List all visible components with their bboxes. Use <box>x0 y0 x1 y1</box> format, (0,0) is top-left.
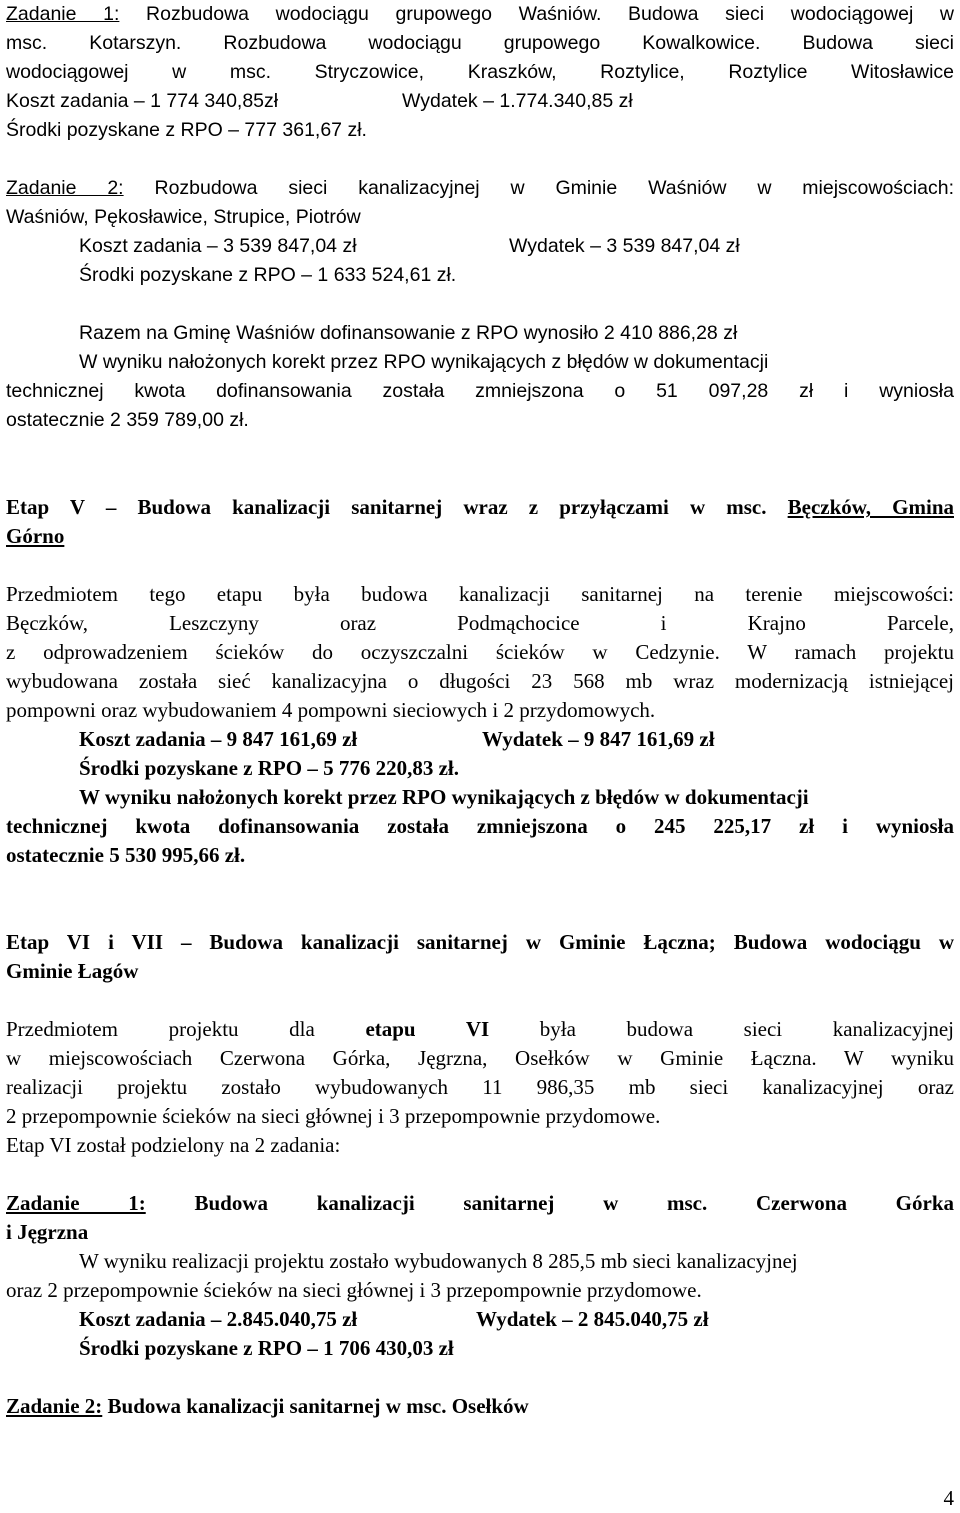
etap6-desc-line4: 2 przepompownie ścieków na sieci głównej i 3 przepompownie przydomowe. <box>6 1104 661 1128</box>
etap5-heading-line1: Etap V – Budowa kanalizacji sanitarnej wraz z przyłączami w msc. Bęczków, Gmina <box>6 495 954 519</box>
etap6-task1-rpo: Środki pozyskane z RPO – 1 706 430,03 zł <box>79 1336 454 1360</box>
etap5-cost-row <box>6 725 954 754</box>
spacer <box>6 1160 954 1189</box>
task1-cost: Koszt zadania – 1 774 340,85zł <box>6 90 279 112</box>
etap6-desc-line3: realizacji projektu zostało wybudowanych 11 986,35 mb sieci kanalizacyjnej oraz <box>6 1075 954 1099</box>
etap6-task1-cost: Koszt zadania – 2.845.040,75 zł <box>79 1307 358 1331</box>
task2-cost-row <box>6 232 954 261</box>
etap6-task1-desc-line1: W wyniku realizacji projektu zostało wybudowanych 8 285,5 mb sieci kanalizacyjnej <box>79 1249 798 1273</box>
spacer <box>6 899 954 928</box>
task1-rpo: Środki pozyskane z RPO – 777 361,67 zł. <box>6 119 367 141</box>
task1-label: Zadanie 1: <box>6 3 120 25</box>
etap5-heading-line2: Górno <box>6 524 65 548</box>
etap5-correction-line2: technicznej kwota dofinansowania została zmniejszona o 245 225,17 zł i wyniosła <box>6 814 954 838</box>
task1-expense: Wydatek – 1.774.340,85 zł <box>402 90 633 112</box>
etap6-task2-line: Zadanie 2: Budowa kanalizacji sanitarnej w msc. Osełków <box>6 1394 529 1418</box>
page-number: 4 <box>943 1486 954 1510</box>
etap6-task1-cost-row <box>6 1305 954 1334</box>
task2-label: Zadanie 2: <box>6 177 124 199</box>
spacer <box>6 290 954 319</box>
etap5-desc-line4: wybudowana została sieć kanalizacyjna o długości 23 568 mb wraz modernizacją istniejącej <box>6 669 954 693</box>
spacer <box>6 986 954 1015</box>
etap5-rpo: Środki pozyskane z RPO – 5 776 220,83 zł. <box>79 756 459 780</box>
spacer <box>6 870 954 899</box>
etap6-desc-line2: w miejscowościach Czerwona Górka, Jęgrzna, Osełków w Gminie Łączna. W wyniku <box>6 1046 954 1070</box>
task2-rpo: Środki pozyskane z RPO – 1 633 524,61 zł. <box>79 264 457 286</box>
etap5-desc-line1: Przedmiotem tego etapu była budowa kanalizacji sanitarnej na terenie miejscowości: <box>6 582 954 606</box>
total-line2: W wyniku nałożonych korekt przez RPO wynikających z błędów w dokumentacji <box>79 351 769 373</box>
etap6-task1-line2: i Jęgrzna <box>6 1220 89 1244</box>
etap5-correction-line1: W wyniku nałożonych korekt przez RPO wynikających z błędów w dokumentacji <box>79 785 809 809</box>
etap6-task1-expense: Wydatek – 2 845.040,75 zł <box>476 1307 709 1331</box>
etap5-desc-line2: Bęczków, Leszczyny oraz Podmąchocice i Krajno Parcele, <box>6 611 954 635</box>
etap6-task1-desc-line2: oraz 2 przepompownie ścieków na sieci głównej i 3 przepompownie przydomowe. <box>6 1278 702 1302</box>
spacer <box>6 435 954 464</box>
task1-cost-row <box>6 87 954 116</box>
task2-line1: Zadanie 2: Rozbudowa sieci kanalizacyjnej w Gminie Waśniów w miejscowościach: <box>6 177 954 199</box>
total-line1: Razem na Gminę Waśniów dofinansowanie z RPO wynosiło 2 410 886,28 zł <box>79 322 738 344</box>
spacer <box>6 145 954 174</box>
document-page <box>6 0 954 1421</box>
spacer <box>6 1363 954 1392</box>
spacer <box>6 551 954 580</box>
total-line3: technicznej kwota dofinansowania została zmniejszona o 51 097,28 zł i wyniosła <box>6 380 954 402</box>
etap5-expense: Wydatek – 9 847 161,69 zł <box>482 727 715 751</box>
total-line4: ostatecznie 2 359 789,00 zł. <box>6 409 249 431</box>
task2-expense: Wydatek – 3 539 847,04 zł <box>509 235 740 257</box>
etap6-split-line: Etap VI został podzielony na 2 zadania: <box>6 1133 341 1157</box>
etap5-correction-line3: ostatecznie 5 530 995,66 zł. <box>6 843 246 867</box>
etap6-heading-line1: Etap VI i VII – Budowa kanalizacji sanitarnej w Gminie Łączna; Budowa wodociągu w <box>6 930 954 954</box>
etap5-desc-line3: z odprowadzeniem ścieków do oczyszczalni ścieków w Cedzynie. W ramach projektu <box>6 640 954 664</box>
task1-line2: msc. Kotarszyn. Rozbudowa wodociągu grupowego Kowalkowice. Budowa sieci <box>6 32 954 54</box>
etap6-task1-line1: Zadanie 1: Budowa kanalizacji sanitarnej w msc. Czerwona Górka <box>6 1191 954 1215</box>
spacer <box>6 464 954 493</box>
etap6-desc-line1: Przedmiotem projektu dla etapu VI była budowa sieci kanalizacyjnej <box>6 1017 954 1041</box>
etap5-cost: Koszt zadania – 9 847 161,69 zł <box>79 727 358 751</box>
etap5-desc-line5: pompowni oraz wybudowaniem 4 pompowni sieciowych i 2 przydomowych. <box>6 698 656 722</box>
task1-line1: Zadanie 1: Rozbudowa wodociągu grupowego Waśniów. Budowa sieci wodociągowej w <box>6 3 954 25</box>
task2-line2: Waśniów, Pękosławice, Strupice, Piotrów <box>6 206 361 228</box>
etap6-heading-line2: Gminie Łagów <box>6 959 139 983</box>
task2-cost: Koszt zadania – 3 539 847,04 zł <box>79 235 357 257</box>
task1-line3: wodociągowej w msc. Stryczowice, Kraszków, Roztylice, Roztylice Witosławice <box>6 61 954 83</box>
